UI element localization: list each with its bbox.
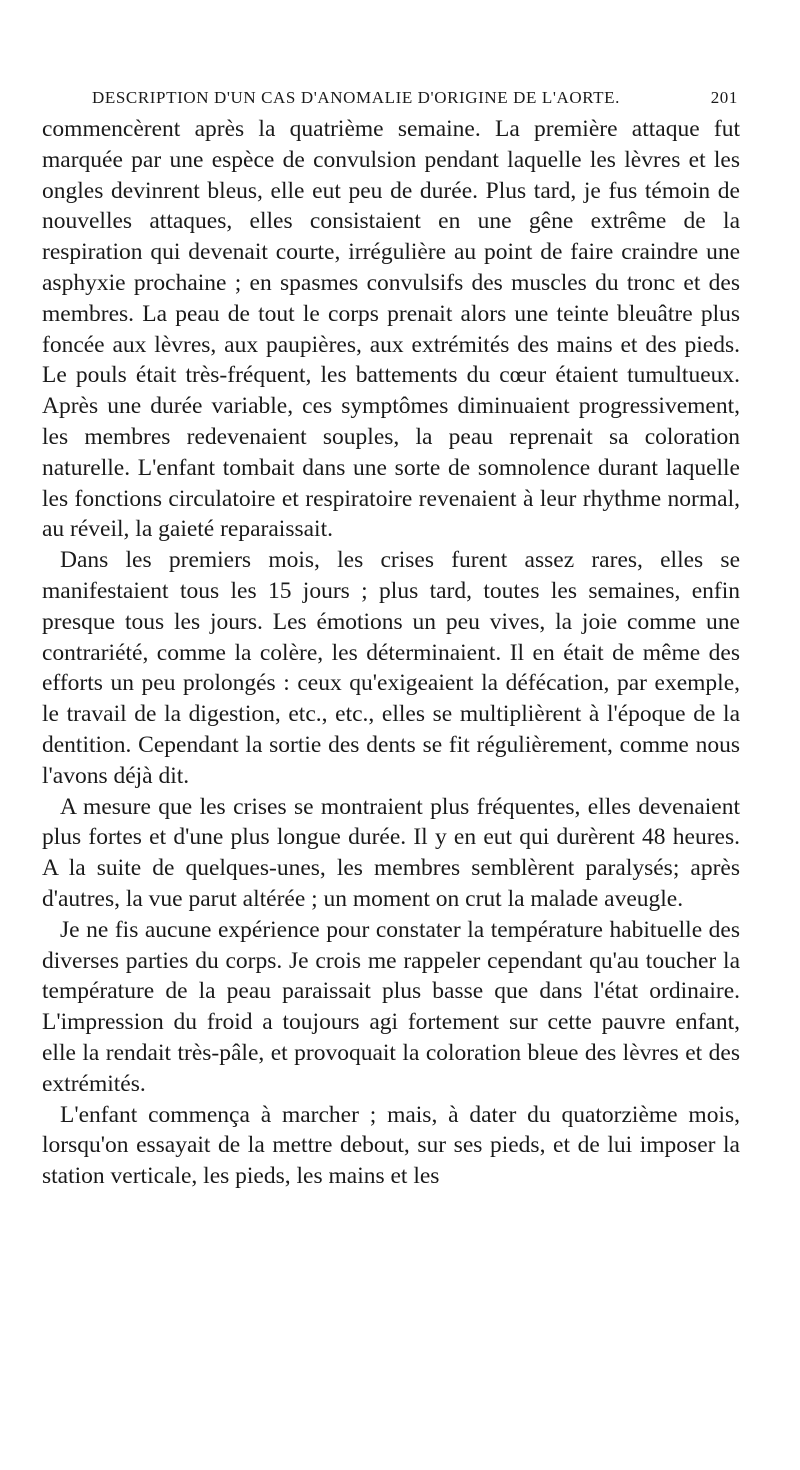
paragraph: Dans les premiers mois, les crises furent assez rares, elles se manifestaient tous les 15 jours ; plus tard, toutes les semaines, enfin presque tous les jours. Les émotions un peu vives, la joie comme une contrariété, comme la colère, les déterminaient. Il en était de même des efforts un peu prolongés : ceux qu'exigeaient la défécation, par exemple, le travail de la digestion, etc., etc., elles se multiplièrent à l'époque de la dentition. Cependant la sortie des dents se fit régulièrement, comme nous l'avons déjà dit.: [42, 547, 740, 789]
paragraph: L'enfant commença à marcher ; mais, à dater du quatorzième mois, lorsqu'on essayait de la mettre debout, sur ses pieds, et de lui imposer la station verticale, les pieds, les mains et les: [42, 1101, 740, 1190]
page-number: 201: [710, 88, 738, 107]
running-header: [92, 88, 738, 108]
paragraph: A mesure que les crises se montraient plus fréquentes, elles devenaient plus fortes et d'une plus longue durée. Il y en eut qui durèrent 48 heures. A la suite de quelques-unes, les membres semblèrent paralysés; après d'autres, la vue parut altérée ; un moment on crut la malade aveugle.: [42, 793, 740, 912]
body-text: [42, 114, 740, 1192]
paragraph: commencèrent après la quatrième semaine. La première attaque fut marquée par une espèce de convulsion pendant laquelle les lèvres et les ongles devinrent bleus, elle eut peu de durée. Plus tard, je fus témoin de nouvelles attaques, elles consistaient en une gêne extrême de la respiration qui devenait courte, irrégulière au point de faire craindre une asphyxie prochaine ; en spasmes convulsifs des muscles du tronc et des membres. La peau de tout le corps prenait alors une teinte bleuâtre plus foncée aux lèvres, aux paupières, aux extrémités des mains et des pieds. Le pouls était très-fréquent, les battements du cœur étaient tumultueux. Après une durée variable, ces symptômes diminuaient progressivement, les membres redevenaient souples, la peau reprenait sa coloration naturelle. L'enfant tombait dans une sorte de somnolence durant laquelle les fonctions circulatoire et respiratoire revenaient à leur rhythme normal, au réveil, la gaieté reparaissait.: [42, 116, 740, 543]
paragraph: Je ne fis aucune expérience pour constater la température habituelle des diverses parties du corps. Je crois me rappeler cependant qu'au toucher la température de la peau paraissait plus basse que dans l'état ordinaire. L'impression du froid a toujours agi fortement sur cette pauvre enfant, elle la rendait très-pâle, et provoquait la coloration bleue des lèvres et des extrémités.: [42, 916, 740, 1097]
running-title: DESCRIPTION D'UN CAS D'ANOMALIE D'ORIGINE DE L'AORTE.: [92, 88, 620, 107]
